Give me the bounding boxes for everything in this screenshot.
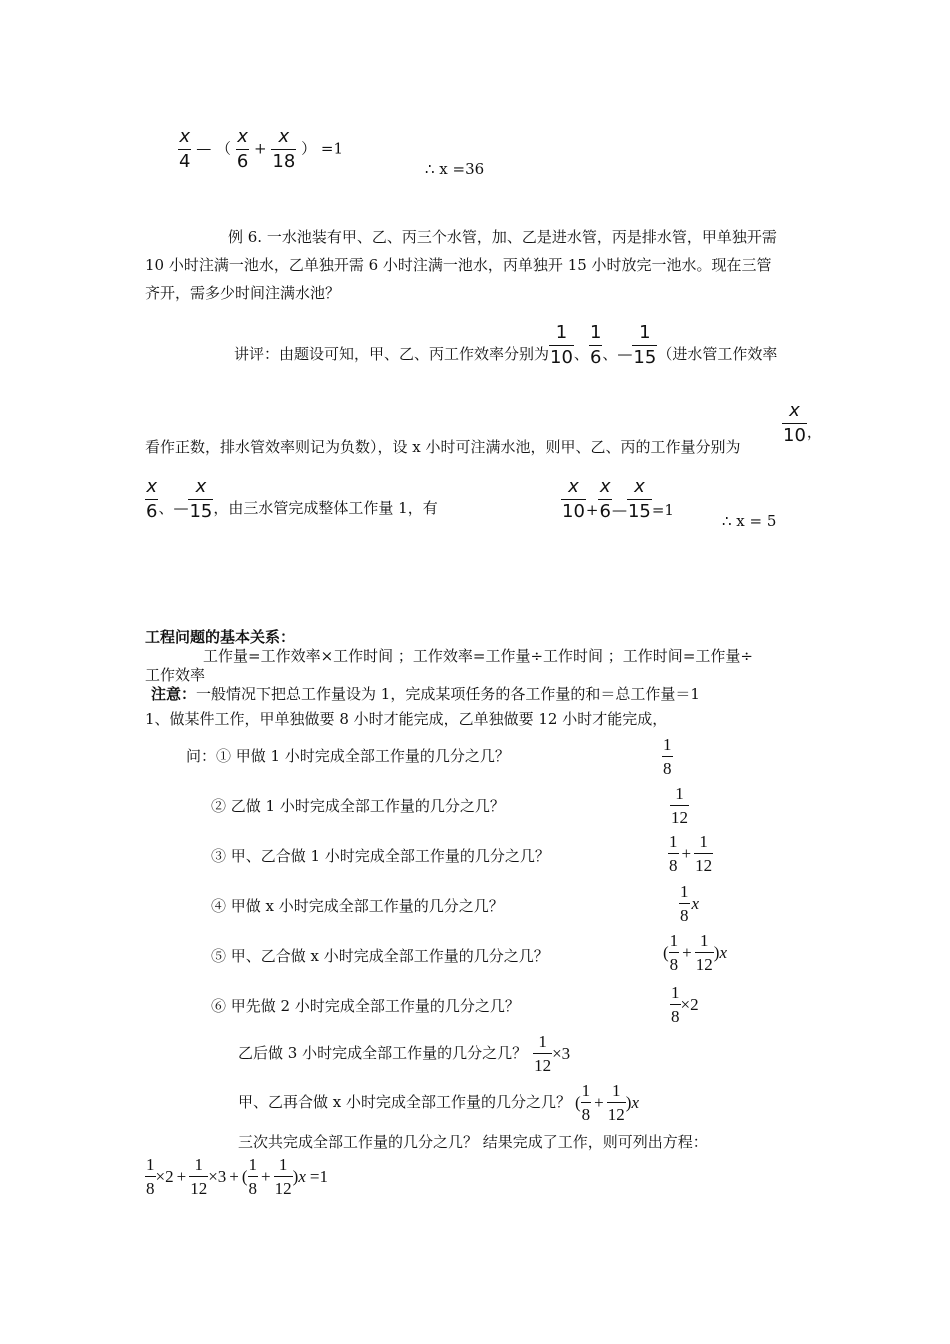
review-equation: $\frac{x}{10}$ + $\frac{x}{6}$ — $\frac{x}{15}$ =1 bbox=[562, 476, 674, 522]
final-equation: $\frac{1}{8}$ ×2 + $\frac{1}{12}$ ×3 + ( $\frac{1}{8}$ + $\frac{1}{12}$ ) x =1 bbox=[146, 1155, 328, 1198]
fraction: $\frac{x}{4}$ bbox=[179, 126, 191, 172]
answer-6: $\frac{1}{8}$ ×2 bbox=[671, 983, 699, 1026]
review-answer: ∴ x = 5 bbox=[722, 512, 777, 530]
fraction: $\frac{x}{6}$ bbox=[599, 476, 611, 522]
basics-heading: 工程问题的基本关系： bbox=[145, 628, 296, 646]
fraction: $\frac{x}{6}$ bbox=[236, 126, 249, 172]
review-line-3: $\frac{x}{6}$ 、 — $\frac{x}{15}$ ，由三水管完成整体工作量 1，有 bbox=[146, 476, 438, 522]
fraction: $\frac{1}{15}$ bbox=[633, 322, 657, 368]
top-equation: $\frac{x}{4}$ — （ $\frac{x}{6}$ + $\frac{x}{18}$ ） =1 bbox=[179, 126, 344, 172]
review-line-2: 看作正数，排水管效率则记为负数），设 x 小时可注满水池，则甲、乙、丙的工作量分别为 bbox=[145, 438, 741, 456]
example-6-line-3: 齐开，需多少时间注满水池？ bbox=[145, 284, 341, 302]
fraction: $\frac{x}{18}$ bbox=[272, 126, 296, 172]
question-7: 乙后做 3 小时完成全部工作量的几分之几？ $\frac{1}{12}$ ×3 bbox=[238, 1032, 571, 1075]
question-2: ② 乙做 1 小时完成全部工作量的几分之几？ bbox=[211, 797, 505, 815]
review-line-1: 讲评：由题设可知，甲、乙、丙工作效率分别为 $\frac{1}{10}$ 、 $\frac{1}{6}$ 、 — $\frac{1}{15}$ （进水管工作效率 bbox=[234, 322, 778, 368]
fraction: $\frac{x}{15}$ bbox=[189, 476, 213, 522]
answer-3: $\frac{1}{8}$ + $\frac{1}{12}$ bbox=[669, 832, 713, 875]
question-5: ⑤ 甲、乙合做 x 小时完成全部工作量的几分之几？ bbox=[211, 947, 549, 965]
fraction: $\frac{x}{10}$ bbox=[783, 400, 806, 446]
question-1: 问：① 甲做 1 小时完成全部工作量的几分之几？ bbox=[186, 747, 510, 765]
fraction: $\frac{x}{6}$ bbox=[146, 476, 158, 522]
question-9: 三次共完成全部工作量的几分之几？ 结果完成了工作，则可列出方程： bbox=[238, 1133, 708, 1151]
basics-relation-1: 工作量=工作效率×工作时间 ；工作效率=工作量÷工作时间 ；工作时间=工作量÷ bbox=[203, 647, 753, 665]
basics-relation-2: 工作效率 bbox=[145, 666, 206, 684]
example-6-line-1: 例 6. 一水池装有甲、乙、丙三个水管，加、乙是进水管，丙是排水管，甲单独开需 bbox=[228, 228, 777, 246]
answer-1: $\frac{1}{8}$ bbox=[663, 735, 672, 778]
fraction: $\frac{x}{15}$ bbox=[627, 476, 651, 522]
note: 注意：一般情况下把总工作量设为 1，完成某项任务的各工作量的和＝总工作量＝1 bbox=[151, 685, 700, 703]
answer-4: $\frac{1}{8}$ x bbox=[680, 882, 700, 925]
question-intro: 1、做某件工作，甲单独做要 8 小时才能完成，乙单独做要 12 小时才能完成， bbox=[145, 710, 668, 728]
example-6-line-2: 10 小时注满一池水，乙单独开需 6 小时注满一池水，丙单独开 15 小时放完一池水。现在三管 bbox=[145, 256, 772, 274]
answer-5: ( $\frac{1}{8}$ + $\frac{1}{12}$ ) x bbox=[663, 931, 727, 974]
answer-2: $\frac{1}{12}$ bbox=[671, 784, 688, 827]
question-3: ③ 甲、乙合做 1 小时完成全部工作量的几分之几？ bbox=[211, 847, 550, 865]
question-8: 甲、乙再合做 x 小时完成全部工作量的几分之几？ ( $\frac{1}{8}$ + $\frac{1}{12}$ ) x bbox=[238, 1081, 639, 1124]
question-6: ⑥ 甲先做 2 小时完成全部工作量的几分之几？ bbox=[211, 997, 520, 1015]
fraction: $\frac{x}{10}$ bbox=[562, 476, 585, 522]
fraction: $\frac{1}{10}$ bbox=[550, 322, 573, 368]
review-line-2-fraction: $\frac{x}{10}$ ， bbox=[783, 400, 822, 446]
fraction: $\frac{1}{6}$ bbox=[589, 322, 602, 368]
top-answer: ∴ x =36 bbox=[425, 160, 485, 178]
question-4: ④ 甲做 x 小时完成全部工作量的几分之几？ bbox=[211, 897, 504, 915]
